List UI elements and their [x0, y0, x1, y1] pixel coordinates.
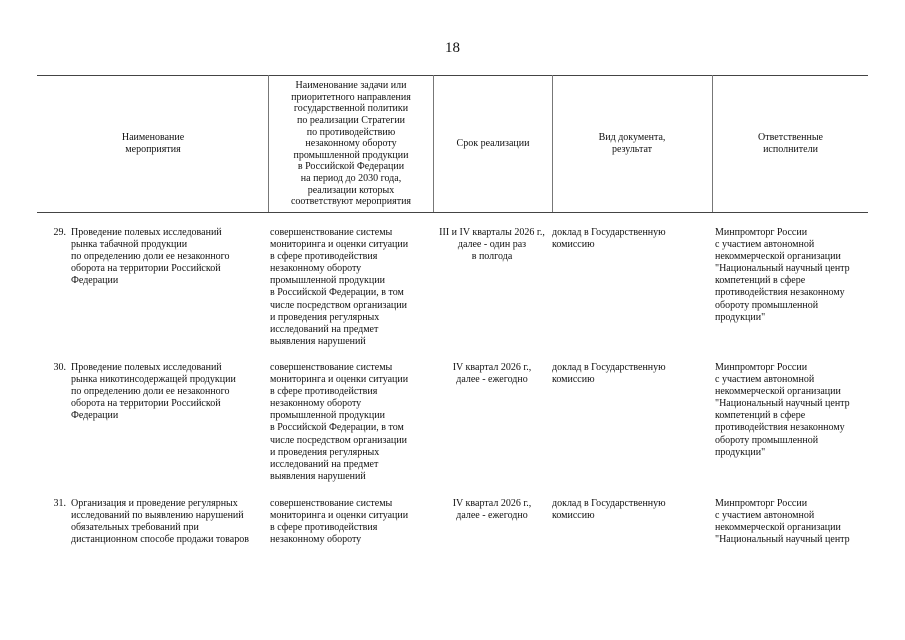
row-name: Проведение полевых исследований рынка никотинсодержащей продукции по определению доли ее незаконного оборота на территории Российской Федерации — [71, 362, 236, 422]
row-task: совершенствование системы мониторинга и оценки ситуации в сфере противодействия незаконному обороту промышленной продукции в Российской Федерации, в том числе посредством организации и проведения регулярных исследований на предмет выявления нарушений — [270, 227, 409, 347]
header-exec: Ответственные исполнители — [758, 132, 823, 155]
row-doc: доклад в Государственную комиссию — [552, 498, 666, 522]
row-number: 31. — [53, 498, 66, 509]
header-bottom-rule — [37, 212, 868, 213]
table-top-rule — [37, 75, 868, 76]
row-task: совершенствование системы мониторинга и оценки ситуации в сфере противодействия незаконному обороту — [270, 498, 409, 546]
row-exec: Минпромторг России с участием автономной некоммерческой организации "Национальный научный центр — [715, 498, 850, 546]
page-number: 18 — [445, 40, 460, 56]
row-name: Организация и проведение регулярных исследований по выявлению нарушений обязательных требований при дистанционном способе продажи товаров — [71, 498, 249, 546]
row-term: IV квартал 2026 г., далее - ежегодно — [452, 498, 532, 522]
row-number: 29. — [53, 227, 66, 238]
header-name: Наименование мероприятия — [121, 132, 185, 155]
row-term: III и IV кварталы 2026 г., далее - один раз в полгода — [439, 227, 545, 263]
row-doc: доклад в Государственную комиссию — [552, 227, 666, 251]
header-task: Наименование задачи или приоритетного направления государственной политики по реализации Стратегии по противодействию незаконному обороту промышленной продукции в Российской Федерации на период до 2030 года, реализации которых соответствуют мероприятия — [290, 80, 412, 208]
row-task: совершенствование системы мониторинга и оценки ситуации в сфере противодействия незаконному обороту промышленной продукции в Российской Федерации, в том числе посредством организации и проведения регулярных исследований на предмет выявления нарушений — [270, 362, 409, 482]
header-divider — [268, 75, 269, 212]
header-term: Срок реализации — [456, 138, 530, 150]
row-number: 30. — [53, 362, 66, 373]
row-term: IV квартал 2026 г., далее - ежегодно — [452, 362, 532, 386]
header-doc: Вид документа, результат — [598, 132, 666, 155]
row-exec: Минпромторг России с участием автономной некоммерческой организации "Национальный научный центр компетенций в сфере противодействия незаконному обороту промышленной продукции" — [715, 227, 850, 323]
row-name: Проведение полевых исследований рынка табачной продукции по определению доли ее незаконного оборота на территории Российской Федерации — [71, 227, 230, 287]
row-doc: доклад в Государственную комиссию — [552, 362, 666, 386]
row-exec: Минпромторг России с участием автономной некоммерческой организации "Национальный научный центр компетенций в сфере противодействия незаконному обороту промышленной продукции" — [715, 362, 850, 458]
